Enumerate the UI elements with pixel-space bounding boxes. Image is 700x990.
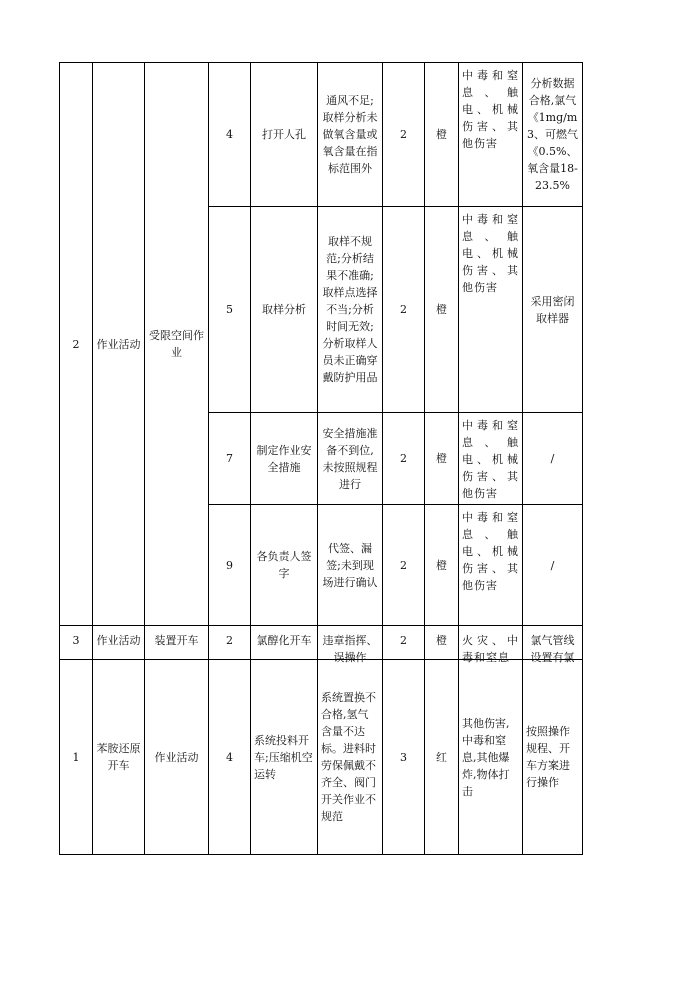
cell-activity-type: 苯胺还原开车 bbox=[93, 660, 145, 855]
cell-color: 橙 bbox=[425, 505, 459, 626]
cell-color-text: 橙 bbox=[436, 634, 447, 647]
cell-name-text: 氯醇化开车 bbox=[256, 634, 312, 647]
cell-hazard: 中毒和窒息、触电、机械伤害、其他伤害 bbox=[459, 63, 523, 207]
cell-level: 2 bbox=[383, 207, 425, 413]
cell-hazard: 其他伤害,中毒和窒息,其他爆炸,物体打击 bbox=[459, 660, 523, 855]
cell-activity-type: 作业活动 bbox=[93, 63, 145, 626]
cell-step: 5 bbox=[209, 207, 251, 413]
cell-level: 2 bbox=[383, 505, 425, 626]
cell-level: 2 bbox=[383, 63, 425, 207]
cell-name: 取样分析 bbox=[251, 207, 318, 413]
cell-measure: 采用密闭取样器 bbox=[523, 207, 583, 413]
cell-level bbox=[383, 626, 425, 660]
cell-measure: / bbox=[523, 413, 583, 505]
cell-no-text: 3 bbox=[72, 634, 80, 647]
cell-color: 橙 bbox=[425, 207, 459, 413]
cell-measure-text: 氯气管线设置有氯 bbox=[530, 634, 575, 664]
cell-name: 各负责人签字 bbox=[251, 505, 318, 626]
table-row bbox=[60, 626, 583, 660]
cell-measure bbox=[523, 626, 583, 664]
cell-hazard: 中毒和窒息、触电、机械伤害、其他伤害 bbox=[459, 505, 523, 626]
cell-step: 9 bbox=[209, 505, 251, 626]
cell-name: 制定作业安全措施 bbox=[251, 413, 318, 505]
cell-step-text: 2 bbox=[226, 634, 233, 647]
cell-step: 4 bbox=[209, 63, 251, 207]
cell-cause: 系统置换不合格,氢气含量不达标。进料时劳保佩戴不齐全、阀门开关作业不规范 bbox=[318, 660, 383, 855]
cell-hazard bbox=[459, 626, 523, 664]
cell-cause: 取样不规范;分析结果不准确;取样点选择不当;分析时间无效;分析取样人员未正确穿戴防护用品 bbox=[318, 207, 383, 413]
cell-level: 3 bbox=[383, 660, 425, 855]
cell-measure: 按照操作规程、开车方案进行操作 bbox=[523, 660, 583, 855]
cell-no: 2 bbox=[60, 63, 93, 626]
cell-activity-type bbox=[93, 626, 145, 660]
risk-table bbox=[59, 62, 583, 855]
cell-activity-text: 装置开车 bbox=[154, 634, 199, 647]
cell-activity bbox=[145, 626, 209, 660]
cell-measure: / bbox=[523, 505, 583, 626]
cell-level: 2 bbox=[383, 413, 425, 505]
cell-hazard: 中毒和窒息、触电、机械伤害、其他伤害 bbox=[459, 207, 523, 413]
cell-cause: 安全措施准备不到位,未按照规程进行 bbox=[318, 413, 383, 505]
cell-color: 红 bbox=[425, 660, 459, 855]
table-row bbox=[60, 660, 583, 855]
cell-step: 4 bbox=[209, 660, 251, 855]
cell-name bbox=[251, 626, 318, 660]
cell-level-text: 2 bbox=[400, 634, 407, 647]
cell-activity: 作业活动 bbox=[145, 660, 209, 855]
cell-color: 橙 bbox=[425, 63, 459, 207]
cell-activity: 受限空间作业 bbox=[145, 63, 209, 626]
cell-step: 7 bbox=[209, 413, 251, 505]
cell-color bbox=[425, 626, 459, 660]
cell-cause bbox=[318, 626, 383, 664]
cell-activity-type-text: 作业活动 bbox=[96, 634, 141, 647]
cell-name: 打开人孔 bbox=[251, 63, 318, 207]
table-row bbox=[60, 63, 583, 207]
cell-cause: 通风不足;取样分析未做氧含量或氧含量在指标范围外 bbox=[318, 63, 383, 207]
cell-cause-text: 违章指挥、误操作 bbox=[322, 634, 378, 664]
cell-step bbox=[209, 626, 251, 660]
cell-cause: 代签、漏签;未到现场进行确认 bbox=[318, 505, 383, 626]
cell-measure: 分析数据合格,氯气《1mg/m3、可燃气《0.5%、氧含量18-23.5% bbox=[523, 63, 583, 207]
cell-no bbox=[60, 626, 93, 660]
cell-name: 系统投料开车;压缩机空运转 bbox=[251, 660, 318, 855]
cell-no: 1 bbox=[60, 660, 93, 855]
cell-color: 橙 bbox=[425, 413, 459, 505]
cell-hazard: 中毒和窒息、触电、机械伤害、其他伤害 bbox=[459, 413, 523, 505]
cell-hazard-text: 火灾、中毒和窒息 bbox=[462, 634, 519, 664]
